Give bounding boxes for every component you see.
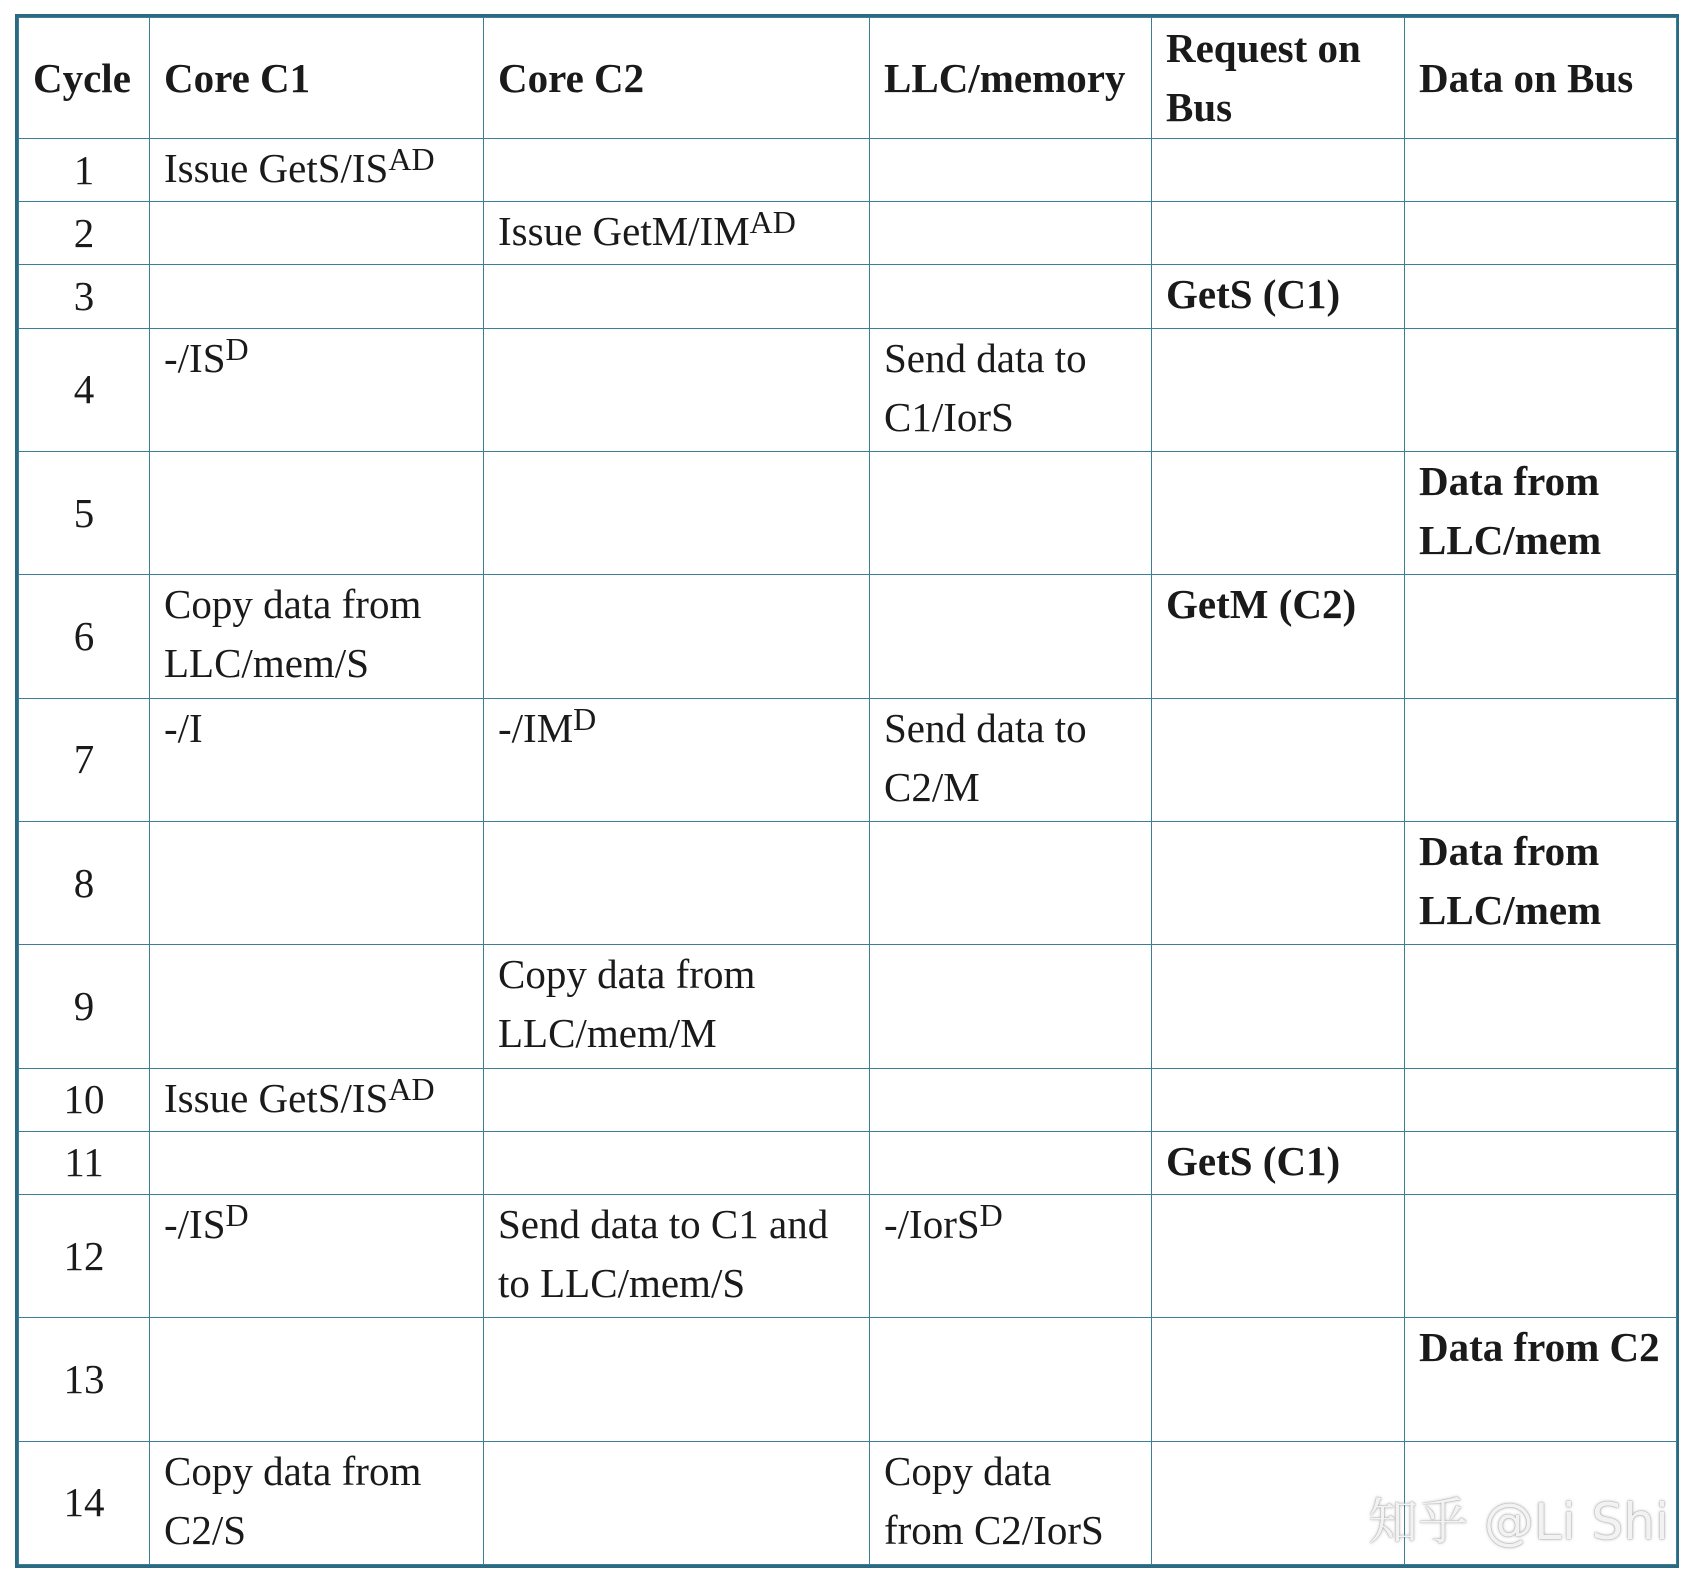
- core-c1-cell-text: -/IS: [164, 1200, 226, 1247]
- cycle-cell-text: 10: [63, 1076, 105, 1123]
- request-on-bus-cell: [1152, 1068, 1405, 1131]
- core-c2-cell: [484, 139, 870, 202]
- table-row: [19, 139, 1677, 202]
- cycle-cell: [19, 139, 150, 202]
- data-on-bus-cell: [1405, 945, 1677, 1068]
- data-on-bus-cell: [1405, 202, 1677, 265]
- cycle-cell: [19, 821, 150, 944]
- core-c1-cell: [150, 202, 484, 265]
- data-on-bus-cell: [1405, 328, 1677, 451]
- cycle-cell: [19, 328, 150, 451]
- table-row: [19, 698, 1677, 821]
- core-c1-cell: [150, 1131, 484, 1194]
- watermark-text: 知乎 @Li Shi: [1368, 1493, 1669, 1551]
- data-on-bus-cell-text: Data from LLC/mem: [1419, 827, 1602, 933]
- llc-memory-cell: [870, 1194, 1152, 1317]
- core-c2-cell: [484, 1068, 870, 1131]
- table-row: [19, 1068, 1677, 1131]
- coherence-timeline-table: [18, 17, 1677, 1565]
- core-c1-cell: [150, 328, 484, 451]
- core-c1-cell-superscript: AD: [388, 141, 435, 177]
- core-c1-cell-text: Copy data from LLC/mem/S: [164, 581, 422, 687]
- core-c2-cell-text: Send data to C1 and to LLC/mem/S: [498, 1200, 829, 1306]
- request-on-bus-cell: [1152, 139, 1405, 202]
- cycle-cell: [19, 202, 150, 265]
- data-on-bus-cell: [1405, 139, 1677, 202]
- core-c2-cell: [484, 1318, 870, 1441]
- cycle-cell-text: 9: [73, 982, 95, 1029]
- data-on-bus-cell: [1405, 1131, 1677, 1194]
- core-c2-cell: [484, 328, 870, 451]
- llc-memory-cell-text: -/IorS: [884, 1200, 980, 1247]
- request-on-bus-cell: [1152, 945, 1405, 1068]
- core-c1-cell: [150, 575, 484, 698]
- table-row: [19, 945, 1677, 1068]
- core-c2-cell-superscript: AD: [749, 204, 796, 241]
- data-on-bus-cell-text: Data from C2: [1419, 1324, 1660, 1371]
- cycle-cell: [19, 1068, 150, 1131]
- cycle-cell-text: 14: [63, 1479, 105, 1526]
- llc-memory-cell: [870, 265, 1152, 328]
- core-c2-cell: [484, 575, 870, 698]
- data-on-bus-cell-text: Data from LLC/mem: [1419, 457, 1602, 563]
- cycle-cell-text: 8: [73, 859, 95, 906]
- cycle-cell: [19, 698, 150, 821]
- data-on-bus-cell: [1405, 698, 1677, 821]
- core-c1-cell: [150, 1318, 484, 1441]
- core-c1-cell-superscript: D: [225, 330, 249, 367]
- table-row: [19, 1318, 1677, 1441]
- table-body: [19, 139, 1677, 1565]
- data-on-bus-cell: [1405, 1441, 1677, 1564]
- llc-memory-cell: [870, 451, 1152, 574]
- cycle-cell-text: 7: [73, 736, 95, 783]
- core-c2-cell: [484, 945, 870, 1068]
- cycle-cell-text: 12: [63, 1232, 105, 1279]
- data-on-bus-cell: [1405, 575, 1677, 698]
- table-row: [19, 202, 1677, 265]
- header-row: [19, 18, 1677, 139]
- data-on-bus-cell: [1405, 1318, 1677, 1441]
- cycle-cell: [19, 1194, 150, 1317]
- core-c1-cell-text: -/IS: [164, 334, 226, 381]
- data-on-bus-cell: [1405, 265, 1677, 328]
- core-c1-cell-text: Issue GetS/IS: [164, 145, 389, 191]
- llc-memory-cell: [870, 945, 1152, 1068]
- core-c2-cell: [484, 1441, 870, 1564]
- request-on-bus-cell: [1152, 698, 1405, 821]
- llc-memory-cell-text: Send data to C1/IorS: [884, 334, 1087, 440]
- request-on-bus-cell: [1152, 265, 1405, 328]
- core-c1-cell: [150, 821, 484, 944]
- llc-memory-cell: [870, 575, 1152, 698]
- llc-memory-cell: [870, 1318, 1152, 1441]
- llc-memory-cell: [870, 698, 1152, 821]
- core-c2-cell: [484, 202, 870, 265]
- llc-memory-cell-text: Copy data from C2/IorS: [884, 1447, 1104, 1553]
- cycle-cell-text: 13: [63, 1355, 105, 1402]
- core-c2-cell: [484, 1194, 870, 1317]
- core-c1-cell-text: Issue GetS/IS: [164, 1074, 389, 1121]
- core-c2-cell-text: Copy data from LLC/mem/M: [498, 951, 756, 1057]
- header-data-on-bus: Data on Bus: [1405, 18, 1677, 139]
- table-row: [19, 265, 1677, 328]
- llc-memory-cell: [870, 1068, 1152, 1131]
- cycle-cell-text: 4: [73, 366, 95, 413]
- cycle-cell: [19, 265, 150, 328]
- core-c1-cell: [150, 139, 484, 202]
- request-on-bus-cell: [1152, 451, 1405, 574]
- cycle-cell: [19, 1318, 150, 1441]
- llc-memory-cell: [870, 1441, 1152, 1564]
- core-c1-cell-text: Copy data from C2/S: [164, 1447, 422, 1553]
- llc-memory-cell-text: Send data to C2/M: [884, 704, 1087, 810]
- core-c1-cell: [150, 265, 484, 328]
- core-c2-cell-text: Issue GetM/IM: [498, 208, 750, 255]
- table-row: [19, 821, 1677, 944]
- data-on-bus-cell: [1405, 1068, 1677, 1131]
- request-on-bus-cell-text: GetS (C1): [1166, 271, 1341, 318]
- request-on-bus-cell: [1152, 821, 1405, 944]
- cycle-cell: [19, 1441, 150, 1564]
- core-c2-cell: [484, 265, 870, 328]
- header-llc-memory: LLC/memory: [870, 18, 1152, 139]
- table-row: [19, 1194, 1677, 1317]
- request-on-bus-cell-text: GetM (C2): [1166, 581, 1357, 628]
- llc-memory-cell: [870, 328, 1152, 451]
- llc-memory-cell: [870, 202, 1152, 265]
- table-row: [19, 451, 1677, 574]
- request-on-bus-cell: [1152, 1441, 1405, 1564]
- cycle-cell-text: 3: [73, 272, 95, 319]
- cycle-cell: [19, 451, 150, 574]
- core-c2-cell: [484, 1131, 870, 1194]
- request-on-bus-cell: [1152, 1318, 1405, 1441]
- data-on-bus-cell: [1405, 451, 1677, 574]
- table-row: [19, 1441, 1677, 1564]
- request-on-bus-cell: [1152, 1194, 1405, 1317]
- data-on-bus-cell: [1405, 821, 1677, 944]
- header-core-c1: Core C1: [150, 18, 484, 139]
- core-c2-cell-text: -/IM: [498, 704, 574, 751]
- cycle-cell-text: 5: [73, 489, 95, 536]
- core-c2-cell-superscript: D: [573, 700, 597, 737]
- core-c1-cell: [150, 1068, 484, 1131]
- header-request-on-bus: Request on Bus: [1152, 18, 1405, 139]
- table-row: [19, 575, 1677, 698]
- request-on-bus-cell: [1152, 575, 1405, 698]
- core-c2-cell: [484, 821, 870, 944]
- core-c2-cell: [484, 698, 870, 821]
- core-c1-cell-superscript: D: [225, 1196, 249, 1233]
- llc-memory-cell: [870, 1131, 1152, 1194]
- header-cycle: Cycle: [19, 18, 150, 139]
- llc-memory-cell-superscript: D: [979, 1196, 1003, 1233]
- request-on-bus-cell: [1152, 202, 1405, 265]
- cycle-cell: [19, 945, 150, 1068]
- core-c1-cell: [150, 451, 484, 574]
- core-c1-cell: [150, 698, 484, 821]
- cycle-cell: [19, 1131, 150, 1194]
- core-c1-cell: [150, 1194, 484, 1317]
- header-core-c2: Core C2: [484, 18, 870, 139]
- cycle-cell-text: 6: [73, 612, 95, 659]
- core-c1-cell: [150, 1441, 484, 1564]
- cycle-cell-text: 2: [73, 209, 95, 256]
- llc-memory-cell: [870, 139, 1152, 202]
- data-on-bus-cell: [1405, 1194, 1677, 1317]
- cycle-cell-text: 1: [73, 146, 95, 193]
- request-on-bus-cell-text: GetS (C1): [1166, 1137, 1341, 1184]
- table-row: [19, 1131, 1677, 1194]
- core-c1-cell: [150, 945, 484, 1068]
- table-row: [19, 328, 1677, 451]
- llc-memory-cell: [870, 821, 1152, 944]
- coherence-table-frame: [15, 14, 1679, 1568]
- cycle-cell: [19, 575, 150, 698]
- cycle-cell-text: 11: [64, 1139, 104, 1186]
- core-c1-cell-superscript: AD: [388, 1070, 435, 1107]
- request-on-bus-cell: [1152, 1131, 1405, 1194]
- request-on-bus-cell: [1152, 328, 1405, 451]
- core-c1-cell-text: -/I: [164, 704, 203, 751]
- core-c2-cell: [484, 451, 870, 574]
